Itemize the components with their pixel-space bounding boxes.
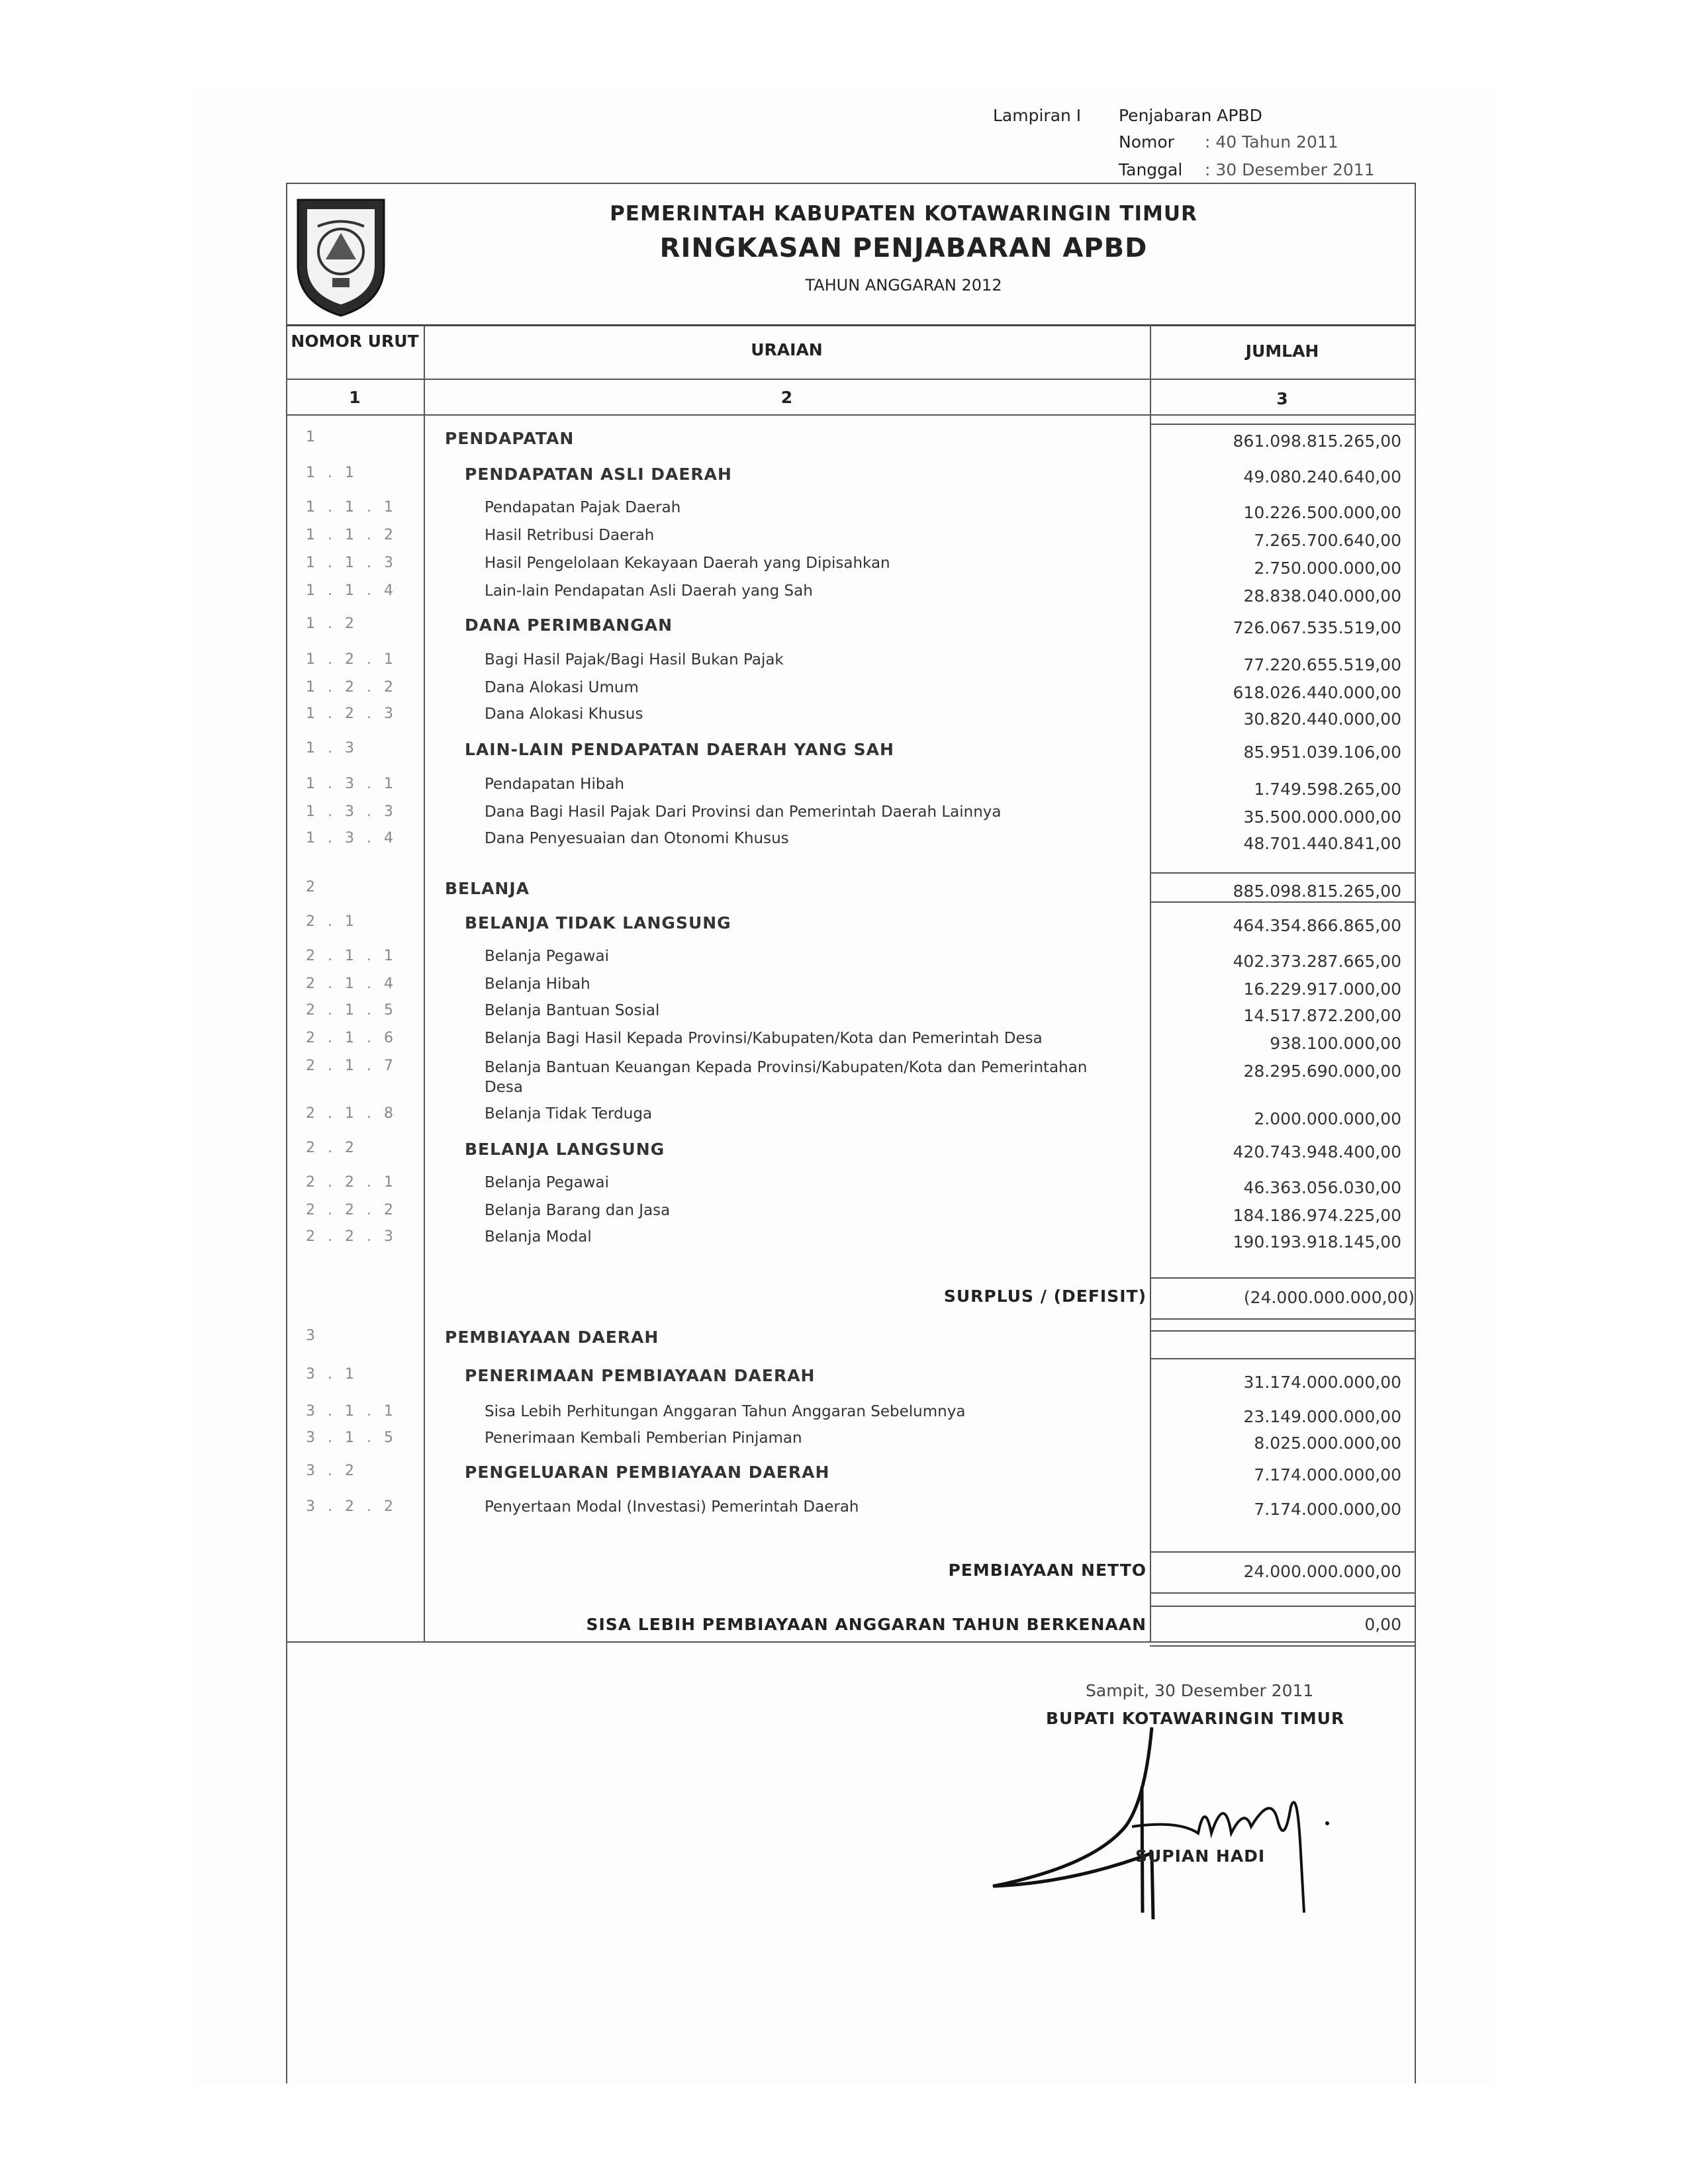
number-rule — [286, 414, 1415, 416]
row-number: 1 . 1 — [306, 465, 358, 481]
row-number: 2 . 1 . 7 — [306, 1058, 397, 1074]
table-row — [286, 803, 1415, 827]
row-description: PENDAPATAN — [445, 429, 575, 448]
table-row — [286, 615, 1415, 637]
document-title: RINGKASAN PENJABARAN APBD — [659, 233, 1148, 263]
row-number: 1 . 1 . 1 — [306, 499, 397, 516]
table-row — [286, 1403, 1415, 1426]
row-description: Dana Alokasi Khusus — [485, 705, 643, 723]
table-row — [286, 1498, 1415, 1519]
row-amount: 49.080.240.640,00 — [1243, 467, 1401, 486]
table-row — [286, 879, 1415, 901]
row-number: 1 . 3 . 3 — [306, 803, 397, 820]
table-row — [286, 913, 1415, 935]
signatory-name: SUPIAN HADI — [1135, 1846, 1266, 1866]
silpa-label: SISA LEBIH PEMBIAYAAN ANGGARAN TAHUN BERKENAAN — [586, 1615, 1147, 1634]
row-number: 2 . 1 . 5 — [306, 1002, 397, 1019]
row-number: 1 . 3 . 1 — [306, 776, 397, 792]
row-description: BELANJA TIDAK LANGSUNG — [465, 913, 731, 933]
row-amount: 23.149.000.000,00 — [1243, 1407, 1401, 1426]
row-number: 2 . 1 — [306, 913, 358, 930]
value-rule — [1150, 901, 1415, 903]
surplus-label: SURPLUS / (DEFISIT) — [943, 1287, 1147, 1306]
value-rule — [1150, 1330, 1415, 1332]
table-row — [286, 1174, 1415, 1197]
value-top-rule — [1150, 424, 1415, 425]
row-description: Lain-lain Pendapatan Asli Daerah yang Sah — [485, 582, 813, 600]
row-amount: 726.067.535.519,00 — [1233, 618, 1401, 637]
row-description: Belanja Modal — [485, 1228, 592, 1246]
table-row — [286, 1202, 1415, 1225]
header-rule — [286, 379, 1415, 380]
row-description: PENDAPATAN ASLI DAERAH — [465, 465, 732, 484]
row-description: PEMBIAYAAN DAERAH — [445, 1328, 659, 1347]
row-description: Dana Bagi Hasil Pajak Dari Provinsi dan Pemerintah Daerah Lainnya — [485, 803, 1002, 821]
row-amount: 618.026.440.000,00 — [1233, 683, 1401, 702]
row-number: 2 . 2 . 1 — [306, 1174, 397, 1191]
row-description: PENGELUARAN PEMBIAYAAN DAERAH — [465, 1463, 830, 1482]
lampiran-title: Penjabaran APBD — [1119, 106, 1262, 125]
row-number: 2 . 1 . 8 — [306, 1105, 397, 1122]
row-description: PENERIMAAN PEMBIAYAAN DAERAH — [465, 1366, 816, 1385]
row-amount: 31.174.000.000,00 — [1243, 1373, 1401, 1392]
table-row — [286, 429, 1415, 451]
row-number: 1 . 2 . 2 — [306, 679, 397, 696]
row-number: 1 . 1 . 3 — [306, 555, 397, 571]
row-number: 1 . 3 — [306, 740, 358, 756]
row-description: Hasil Pengelolaan Kekayaan Daerah yang Dipisahkan — [485, 555, 890, 572]
row-amount: 2.000.000.000,00 — [1254, 1109, 1401, 1128]
row-number: 3 . 1 . 1 — [306, 1403, 397, 1420]
row-description: Pendapatan Hibah — [485, 776, 625, 793]
table-row — [286, 830, 1415, 853]
row-amount: 420.743.948.400,00 — [1233, 1142, 1401, 1161]
header-divider — [286, 324, 1415, 326]
column-divider-1 — [424, 324, 425, 1641]
row-number: 3 . 1 — [306, 1366, 358, 1383]
row-number: 2 . 1 . 4 — [306, 976, 397, 992]
tanggal-value: : 30 Desember 2011 — [1205, 160, 1375, 179]
nomor-label: Nomor — [1119, 132, 1174, 152]
row-amount: 48.701.440.841,00 — [1243, 834, 1401, 853]
value-rule — [1150, 872, 1415, 874]
table-bottom-rule — [286, 1641, 1415, 1643]
row-amount: 938.100.000,00 — [1270, 1034, 1401, 1053]
row-amount: 7.174.000.000,00 — [1254, 1465, 1401, 1484]
surplus-value: (24.000.000.000,00) — [1243, 1288, 1415, 1307]
row-amount: 7.174.000.000,00 — [1254, 1500, 1401, 1519]
row-description: BELANJA — [445, 879, 530, 898]
table-row — [286, 1228, 1415, 1251]
row-amount: 77.220.655.519,00 — [1243, 655, 1401, 674]
row-amount: 28.295.690.000,00 — [1243, 1062, 1401, 1081]
row-description: Belanja Pegawai — [485, 948, 609, 965]
tanggal-label: Tanggal — [1119, 160, 1183, 179]
row-amount: 35.500.000.000,00 — [1243, 807, 1401, 827]
row-number: 3 . 2 . 2 — [306, 1498, 397, 1515]
table-row — [286, 1366, 1415, 1392]
row-amount: 46.363.056.030,00 — [1243, 1178, 1401, 1197]
row-number: 1 . 2 . 3 — [306, 705, 397, 722]
row-description: Dana Penyesuaian dan Otonomi Khusus — [485, 830, 789, 847]
row-amount: 10.226.500.000,00 — [1243, 503, 1401, 522]
row-amount: 184.186.974.225,00 — [1233, 1206, 1401, 1225]
column-number-2: 2 — [780, 388, 793, 407]
row-description: Hasil Retribusi Daerah — [485, 527, 655, 544]
row-number: 2 . 2 — [306, 1140, 358, 1156]
row-description: BELANJA LANGSUNG — [465, 1140, 665, 1159]
netto-value: 24.000.000.000,00 — [1243, 1562, 1401, 1581]
row-description: Penerimaan Kembali Pemberian Pinjaman — [485, 1430, 802, 1447]
row-number: 2 . 2 . 3 — [306, 1228, 397, 1245]
nomor-value: : 40 Tahun 2011 — [1205, 132, 1338, 152]
row-description: Belanja Bagi Hasil Kepada Provinsi/Kabupaten/Kota dan Pemerintah Desa — [485, 1030, 1043, 1047]
row-number: 2 . 1 . 1 — [306, 948, 397, 964]
row-number: 2 . 1 . 6 — [306, 1030, 397, 1046]
row-number: 1 . 3 . 4 — [306, 830, 397, 846]
row-amount: 861.098.815.265,00 — [1233, 432, 1401, 451]
row-amount: 8.025.000.000,00 — [1254, 1433, 1401, 1453]
handwritten-signature — [980, 1721, 1350, 1919]
row-description: Belanja Hibah — [485, 976, 590, 993]
table-row — [286, 499, 1415, 522]
row-description: Belanja Pegawai — [485, 1174, 609, 1191]
row-amount: 464.354.866.865,00 — [1233, 916, 1401, 935]
row-description: LAIN-LAIN PENDAPATAN DAERAH YANG SAH — [465, 740, 894, 759]
row-number: 1 . 2 . 1 — [306, 651, 397, 668]
row-amount: 2.750.000.000,00 — [1254, 559, 1401, 578]
row-number: 2 . 2 . 2 — [306, 1202, 397, 1218]
table-row — [286, 705, 1415, 729]
government-name: PEMERINTAH KABUPATEN KOTAWARINGIN TIMUR — [610, 202, 1197, 226]
row-description: Belanja Bantuan Sosial — [485, 1002, 660, 1019]
row-amount: 190.193.918.145,00 — [1233, 1232, 1401, 1251]
row-number: 2 — [306, 879, 319, 895]
row-description: Belanja Tidak Terduga — [485, 1105, 653, 1122]
row-description: Belanja Barang dan Jasa — [485, 1202, 671, 1219]
table-row — [286, 679, 1415, 702]
row-description: Pendapatan Pajak Daerah — [485, 499, 681, 516]
row-description: Penyertaan Modal (Investasi) Pemerintah Daerah — [485, 1498, 859, 1516]
table-row — [286, 1105, 1415, 1128]
value-rule — [1150, 1358, 1415, 1359]
column-header-jumlah: JUMLAH — [1245, 341, 1319, 361]
row-amount: 14.517.872.200,00 — [1243, 1006, 1401, 1025]
signature-place-date: Sampit, 30 Desember 2011 — [1086, 1681, 1314, 1700]
column-number-1: 1 — [349, 388, 361, 407]
row-number: 1 . 1 . 4 — [306, 582, 397, 599]
table-row — [286, 582, 1415, 606]
row-amount: 16.229.917.000,00 — [1243, 979, 1401, 999]
row-description: Sisa Lebih Perhitungan Anggaran Tahun Anggaran Sebelumnya — [485, 1403, 966, 1420]
row-number: 3 — [306, 1328, 319, 1344]
silpa-value: 0,00 — [1364, 1615, 1401, 1634]
row-number: 3 . 1 . 5 — [306, 1430, 397, 1446]
row-amount: 885.098.815.265,00 — [1233, 882, 1401, 901]
row-amount: 30.820.440.000,00 — [1243, 709, 1401, 729]
row-amount: 7.265.700.640,00 — [1254, 531, 1401, 550]
row-number: 1 . 1 . 2 — [306, 527, 397, 543]
row-description: Bagi Hasil Pajak/Bagi Hasil Bukan Pajak — [485, 651, 784, 668]
lampiran-label: Lampiran I — [993, 106, 1082, 125]
row-description: DANA PERIMBANGAN — [465, 615, 673, 635]
row-number: 1 . 2 — [306, 615, 358, 632]
signature-position: BUPATI KOTAWARINGIN TIMUR — [1046, 1709, 1345, 1728]
row-number: 1 — [306, 429, 319, 445]
row-description: Dana Alokasi Umum — [485, 679, 639, 696]
row-description: Belanja Bantuan Keuangan Kepada Provinsi/Kabupaten/Kota dan Pemerintahan Desa — [485, 1059, 1088, 1096]
table-row — [286, 651, 1415, 674]
fiscal-year: TAHUN ANGGARAN 2012 — [805, 276, 1002, 295]
table-row — [286, 740, 1415, 762]
row-amount: 402.373.287.665,00 — [1233, 952, 1401, 971]
regency-emblem-logo — [291, 187, 391, 319]
column-number-3: 3 — [1276, 389, 1288, 408]
column-header-uraian: URAIAN — [751, 340, 823, 359]
row-number: 3 . 2 — [306, 1463, 358, 1479]
column-header-nomor: NOMOR URUT — [291, 332, 419, 351]
column-divider-2 — [1150, 324, 1151, 1641]
netto-label: PEMBIAYAAN NETTO — [948, 1561, 1147, 1580]
table-row — [286, 1002, 1415, 1025]
row-amount: 28.838.040.000,00 — [1243, 586, 1401, 606]
row-amount: 1.749.598.265,00 — [1254, 780, 1401, 799]
row-amount: 85.951.039.106,00 — [1243, 743, 1401, 762]
